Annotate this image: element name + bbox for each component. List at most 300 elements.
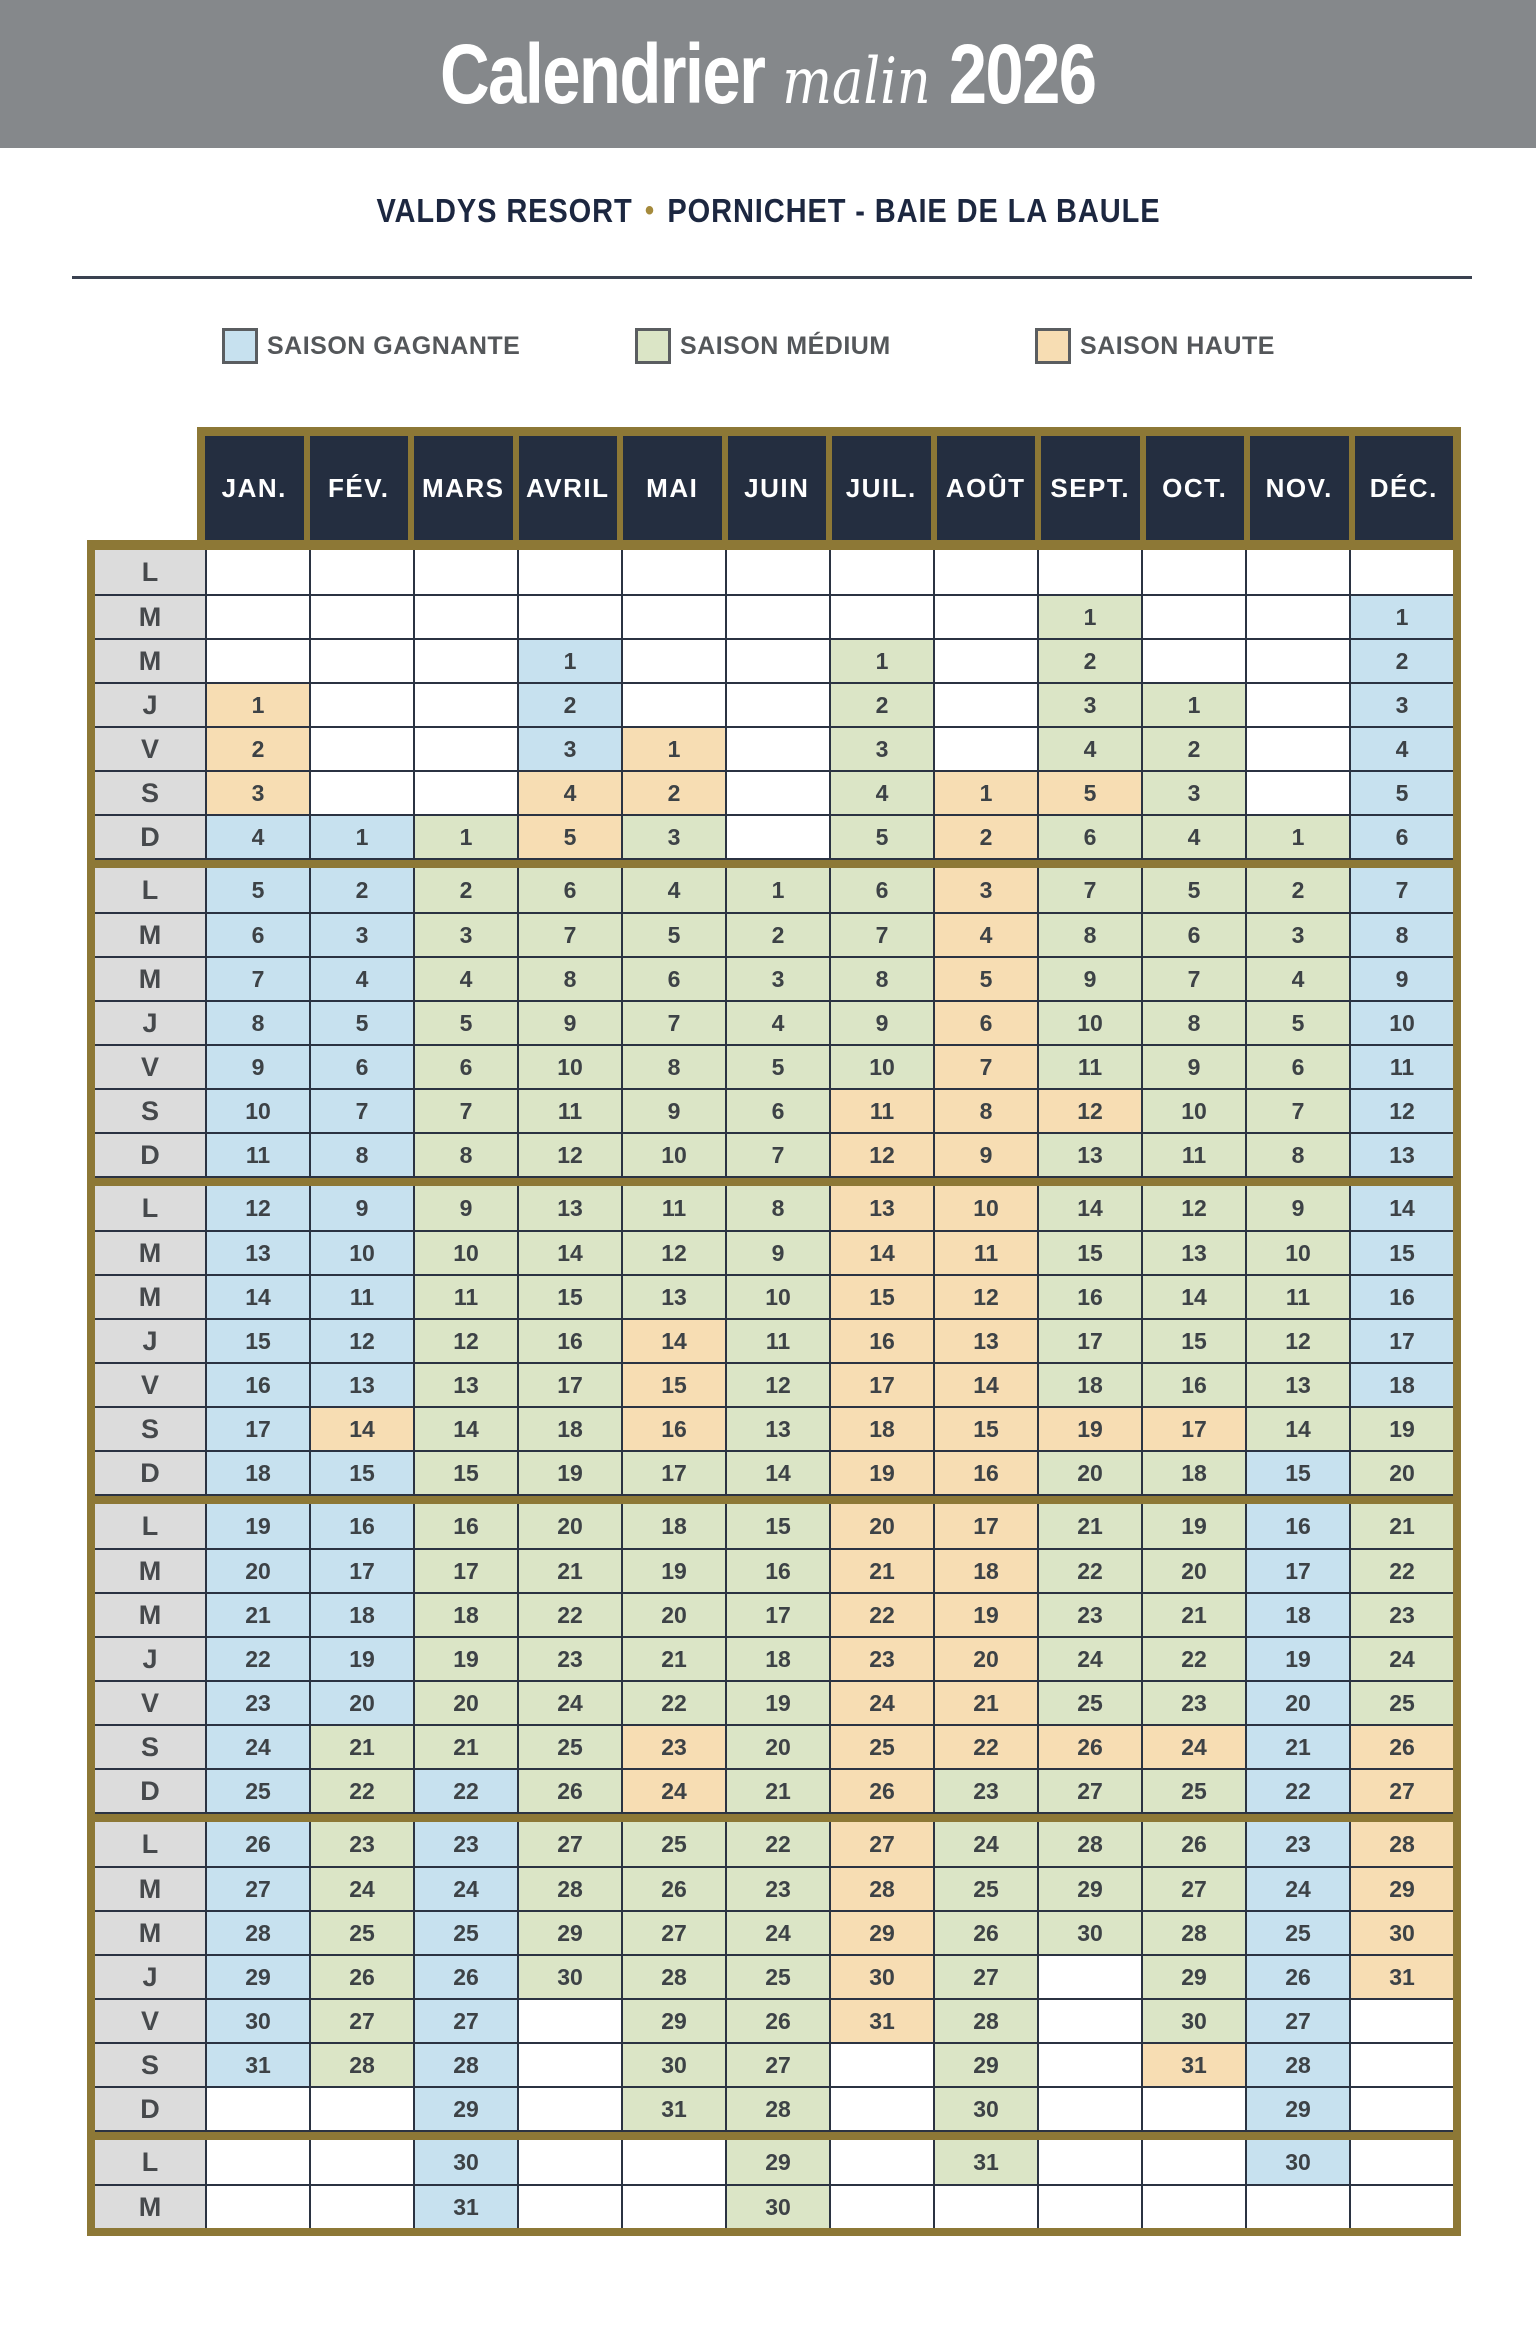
day-cell-MAI-21: 21 — [621, 1636, 725, 1680]
day-cell-FÉV-24: 24 — [309, 1866, 413, 1910]
day-cell-MAI-18: 18 — [621, 1504, 725, 1548]
month-header-JUIN: JUIN — [728, 436, 827, 540]
day-cell-NOV-26: 26 — [1245, 1954, 1349, 1998]
day-cell-AVRIL-15: 15 — [517, 1274, 621, 1318]
day-cell-JUIN-12: 12 — [725, 1362, 829, 1406]
day-cell-SEPT-21: 21 — [1037, 1504, 1141, 1548]
day-cell-DÉC-21: 21 — [1349, 1504, 1453, 1548]
empty-cell — [517, 2184, 621, 2228]
day-cell-NOV-21: 21 — [1245, 1724, 1349, 1768]
day-cell-MARS-29: 29 — [413, 2086, 517, 2130]
day-cell-AOÛT-8: 8 — [933, 1088, 1037, 1132]
day-cell-OCT-18: 18 — [1141, 1450, 1245, 1494]
dow-label: S — [95, 1088, 205, 1132]
calendar-table — [87, 427, 1461, 2236]
day-cell-SEPT-19: 19 — [1037, 1406, 1141, 1450]
day-cell-MARS-9: 9 — [413, 1186, 517, 1230]
day-cell-MARS-19: 19 — [413, 1636, 517, 1680]
legend-item-haute — [1035, 328, 1275, 364]
day-cell-MAI-28: 28 — [621, 1954, 725, 1998]
day-cell-MAI-20: 20 — [621, 1592, 725, 1636]
month-header-AOÛT: AOÛT — [937, 436, 1036, 540]
day-cell-OCT-9: 9 — [1141, 1044, 1245, 1088]
day-cell-NOV-7: 7 — [1245, 1088, 1349, 1132]
subtitle-resort: VALDYS RESORT — [376, 192, 633, 229]
divider-rule — [72, 276, 1472, 279]
day-cell-JUIN-25: 25 — [725, 1954, 829, 1998]
empty-cell — [933, 682, 1037, 726]
day-cell-JAN-24: 24 — [205, 1724, 309, 1768]
empty-cell — [621, 2140, 725, 2184]
day-cell-AVRIL-19: 19 — [517, 1450, 621, 1494]
day-cell-AVRIL-3: 3 — [517, 726, 621, 770]
day-cell-OCT-20: 20 — [1141, 1548, 1245, 1592]
day-cell-AOÛT-31: 31 — [933, 2140, 1037, 2184]
day-cell-AOÛT-5: 5 — [933, 956, 1037, 1000]
week-separator — [95, 858, 1453, 868]
empty-cell — [1037, 2042, 1141, 2086]
day-cell-MAI-8: 8 — [621, 1044, 725, 1088]
day-cell-AOÛT-17: 17 — [933, 1504, 1037, 1548]
day-cell-SEPT-14: 14 — [1037, 1186, 1141, 1230]
day-cell-AVRIL-18: 18 — [517, 1406, 621, 1450]
day-cell-JUIN-11: 11 — [725, 1318, 829, 1362]
day-cell-FÉV-26: 26 — [309, 1954, 413, 1998]
day-cell-JUIL-7: 7 — [829, 912, 933, 956]
day-cell-MARS-21: 21 — [413, 1724, 517, 1768]
day-cell-JUIN-20: 20 — [725, 1724, 829, 1768]
day-cell-JUIL-2: 2 — [829, 682, 933, 726]
day-cell-JUIN-27: 27 — [725, 2042, 829, 2086]
day-cell-SEPT-26: 26 — [1037, 1724, 1141, 1768]
empty-cell — [1349, 2042, 1453, 2086]
day-cell-SEPT-7: 7 — [1037, 868, 1141, 912]
empty-cell — [1141, 2184, 1245, 2228]
day-cell-DÉC-8: 8 — [1349, 912, 1453, 956]
day-cell-MAI-6: 6 — [621, 956, 725, 1000]
day-cell-SEPT-3: 3 — [1037, 682, 1141, 726]
day-cell-OCT-24: 24 — [1141, 1724, 1245, 1768]
day-cell-AOÛT-23: 23 — [933, 1768, 1037, 1812]
empty-cell — [725, 726, 829, 770]
day-cell-MAI-25: 25 — [621, 1822, 725, 1866]
dow-label: L — [95, 868, 205, 912]
dow-label: D — [95, 1450, 205, 1494]
dow-label: L — [95, 1822, 205, 1866]
day-cell-SEPT-20: 20 — [1037, 1450, 1141, 1494]
day-cell-MARS-25: 25 — [413, 1910, 517, 1954]
day-cell-FÉV-11: 11 — [309, 1274, 413, 1318]
day-cell-JUIN-18: 18 — [725, 1636, 829, 1680]
dow-label: S — [95, 1724, 205, 1768]
dow-label: V — [95, 1362, 205, 1406]
day-cell-NOV-11: 11 — [1245, 1274, 1349, 1318]
empty-cell — [309, 594, 413, 638]
day-cell-OCT-30: 30 — [1141, 1998, 1245, 2042]
day-cell-JUIL-24: 24 — [829, 1680, 933, 1724]
day-cell-SEPT-15: 15 — [1037, 1230, 1141, 1274]
day-cell-NOV-13: 13 — [1245, 1362, 1349, 1406]
day-cell-NOV-28: 28 — [1245, 2042, 1349, 2086]
month-header-DÉC.: DÉC. — [1355, 436, 1454, 540]
day-cell-JUIL-13: 13 — [829, 1186, 933, 1230]
empty-cell — [621, 2184, 725, 2228]
day-cell-JAN-10: 10 — [205, 1088, 309, 1132]
day-cell-JUIL-19: 19 — [829, 1450, 933, 1494]
day-cell-MARS-6: 6 — [413, 1044, 517, 1088]
day-cell-SEPT-12: 12 — [1037, 1088, 1141, 1132]
week-separator — [95, 2130, 1453, 2140]
day-cell-MARS-7: 7 — [413, 1088, 517, 1132]
day-cell-MAI-2: 2 — [621, 770, 725, 814]
day-cell-NOV-10: 10 — [1245, 1230, 1349, 1274]
page-title-year: 2026 — [949, 27, 1096, 121]
dow-label: M — [95, 594, 205, 638]
day-cell-MARS-24: 24 — [413, 1866, 517, 1910]
day-cell-JUIL-6: 6 — [829, 868, 933, 912]
calendar-grid — [87, 540, 1461, 2236]
dow-label: M — [95, 1274, 205, 1318]
day-cell-OCT-25: 25 — [1141, 1768, 1245, 1812]
day-cell-AVRIL-7: 7 — [517, 912, 621, 956]
empty-cell — [621, 682, 725, 726]
empty-cell — [725, 814, 829, 858]
empty-cell — [1245, 726, 1349, 770]
day-cell-NOV-5: 5 — [1245, 1000, 1349, 1044]
page-title — [440, 27, 1096, 121]
day-cell-FÉV-2: 2 — [309, 868, 413, 912]
empty-cell — [205, 2086, 309, 2130]
day-cell-JUIL-30: 30 — [829, 1954, 933, 1998]
day-cell-AVRIL-26: 26 — [517, 1768, 621, 1812]
day-cell-AVRIL-1: 1 — [517, 638, 621, 682]
empty-cell — [1141, 550, 1245, 594]
empty-cell — [725, 638, 829, 682]
empty-cell — [309, 682, 413, 726]
day-cell-SEPT-30: 30 — [1037, 1910, 1141, 1954]
day-cell-JAN-12: 12 — [205, 1186, 309, 1230]
day-cell-MAI-31: 31 — [621, 2086, 725, 2130]
day-cell-MARS-5: 5 — [413, 1000, 517, 1044]
day-cell-OCT-7: 7 — [1141, 956, 1245, 1000]
day-cell-MARS-23: 23 — [413, 1822, 517, 1866]
day-cell-JUIN-26: 26 — [725, 1998, 829, 2042]
day-cell-OCT-22: 22 — [1141, 1636, 1245, 1680]
day-cell-JAN-2: 2 — [205, 726, 309, 770]
day-cell-DÉC-30: 30 — [1349, 1910, 1453, 1954]
day-cell-MAI-22: 22 — [621, 1680, 725, 1724]
day-cell-JAN-7: 7 — [205, 956, 309, 1000]
empty-cell — [517, 594, 621, 638]
day-cell-NOV-14: 14 — [1245, 1406, 1349, 1450]
day-cell-AOÛT-19: 19 — [933, 1592, 1037, 1636]
day-cell-MARS-22: 22 — [413, 1768, 517, 1812]
legend-item-gagnante — [222, 328, 520, 364]
day-cell-FÉV-7: 7 — [309, 1088, 413, 1132]
day-cell-FÉV-25: 25 — [309, 1910, 413, 1954]
empty-cell — [621, 550, 725, 594]
day-cell-SEPT-9: 9 — [1037, 956, 1141, 1000]
day-cell-MARS-20: 20 — [413, 1680, 517, 1724]
day-cell-FÉV-19: 19 — [309, 1636, 413, 1680]
day-cell-FÉV-3: 3 — [309, 912, 413, 956]
day-cell-AOÛT-24: 24 — [933, 1822, 1037, 1866]
day-cell-FÉV-21: 21 — [309, 1724, 413, 1768]
day-cell-AVRIL-29: 29 — [517, 1910, 621, 1954]
day-cell-NOV-15: 15 — [1245, 1450, 1349, 1494]
day-cell-AOÛT-22: 22 — [933, 1724, 1037, 1768]
day-cell-JUIL-12: 12 — [829, 1132, 933, 1176]
day-cell-JUIN-6: 6 — [725, 1088, 829, 1132]
day-cell-JUIL-23: 23 — [829, 1636, 933, 1680]
legend-label: SAISON MÉDIUM — [680, 331, 891, 360]
day-cell-AOÛT-25: 25 — [933, 1866, 1037, 1910]
dow-label: M — [95, 638, 205, 682]
day-cell-AVRIL-14: 14 — [517, 1230, 621, 1274]
day-cell-NOV-19: 19 — [1245, 1636, 1349, 1680]
day-cell-AOÛT-20: 20 — [933, 1636, 1037, 1680]
day-cell-OCT-10: 10 — [1141, 1088, 1245, 1132]
day-cell-AOÛT-10: 10 — [933, 1186, 1037, 1230]
dow-label: V — [95, 1680, 205, 1724]
day-cell-FÉV-23: 23 — [309, 1822, 413, 1866]
dow-label: D — [95, 814, 205, 858]
dow-label: J — [95, 1636, 205, 1680]
day-cell-AVRIL-8: 8 — [517, 956, 621, 1000]
day-cell-OCT-27: 27 — [1141, 1866, 1245, 1910]
day-cell-AVRIL-25: 25 — [517, 1724, 621, 1768]
empty-cell — [205, 550, 309, 594]
dow-label: J — [95, 1318, 205, 1362]
day-cell-AOÛT-1: 1 — [933, 770, 1037, 814]
day-cell-OCT-31: 31 — [1141, 2042, 1245, 2086]
week-separator — [95, 1494, 1453, 1504]
day-cell-JUIL-14: 14 — [829, 1230, 933, 1274]
day-cell-SEPT-4: 4 — [1037, 726, 1141, 770]
day-cell-NOV-16: 16 — [1245, 1504, 1349, 1548]
empty-cell — [621, 594, 725, 638]
empty-cell — [829, 594, 933, 638]
empty-cell — [933, 2184, 1037, 2228]
day-cell-JUIL-26: 26 — [829, 1768, 933, 1812]
day-cell-AOÛT-2: 2 — [933, 814, 1037, 858]
day-cell-JUIN-3: 3 — [725, 956, 829, 1000]
page-title-main: Calendrier — [440, 27, 765, 121]
day-cell-JUIL-31: 31 — [829, 1998, 933, 2042]
day-cell-AVRIL-28: 28 — [517, 1866, 621, 1910]
day-cell-AOÛT-14: 14 — [933, 1362, 1037, 1406]
day-cell-MARS-28: 28 — [413, 2042, 517, 2086]
day-cell-AOÛT-3: 3 — [933, 868, 1037, 912]
day-cell-AOÛT-12: 12 — [933, 1274, 1037, 1318]
day-cell-JAN-20: 20 — [205, 1548, 309, 1592]
day-cell-AVRIL-10: 10 — [517, 1044, 621, 1088]
empty-cell — [1245, 550, 1349, 594]
empty-cell — [1245, 594, 1349, 638]
day-cell-JUIN-4: 4 — [725, 1000, 829, 1044]
day-cell-MARS-3: 3 — [413, 912, 517, 956]
day-cell-AOÛT-13: 13 — [933, 1318, 1037, 1362]
day-cell-OCT-1: 1 — [1141, 682, 1245, 726]
day-cell-AVRIL-2: 2 — [517, 682, 621, 726]
day-cell-JUIN-7: 7 — [725, 1132, 829, 1176]
day-cell-SEPT-27: 27 — [1037, 1768, 1141, 1812]
day-cell-JUIL-5: 5 — [829, 814, 933, 858]
month-header-OCT.: OCT. — [1146, 436, 1245, 540]
empty-cell — [933, 594, 1037, 638]
day-cell-JUIL-17: 17 — [829, 1362, 933, 1406]
day-cell-NOV-22: 22 — [1245, 1768, 1349, 1812]
dow-label: J — [95, 682, 205, 726]
day-cell-MARS-31: 31 — [413, 2184, 517, 2228]
day-cell-JUIN-13: 13 — [725, 1406, 829, 1450]
empty-cell — [413, 638, 517, 682]
day-cell-AOÛT-7: 7 — [933, 1044, 1037, 1088]
day-cell-AOÛT-28: 28 — [933, 1998, 1037, 2042]
empty-cell — [413, 682, 517, 726]
day-cell-OCT-19: 19 — [1141, 1504, 1245, 1548]
day-cell-JUIN-23: 23 — [725, 1866, 829, 1910]
day-cell-JUIN-22: 22 — [725, 1822, 829, 1866]
dow-label: J — [95, 1954, 205, 1998]
empty-cell — [1245, 682, 1349, 726]
empty-cell — [725, 770, 829, 814]
empty-cell — [205, 2184, 309, 2228]
empty-cell — [1245, 638, 1349, 682]
day-cell-NOV-18: 18 — [1245, 1592, 1349, 1636]
day-cell-SEPT-2: 2 — [1037, 638, 1141, 682]
day-cell-MAI-12: 12 — [621, 1230, 725, 1274]
dow-label: L — [95, 550, 205, 594]
day-cell-OCT-2: 2 — [1141, 726, 1245, 770]
day-cell-DÉC-15: 15 — [1349, 1230, 1453, 1274]
day-cell-AVRIL-20: 20 — [517, 1504, 621, 1548]
dow-label: L — [95, 2140, 205, 2184]
dow-label: M — [95, 2184, 205, 2228]
day-cell-JUIN-9: 9 — [725, 1230, 829, 1274]
day-cell-AOÛT-16: 16 — [933, 1450, 1037, 1494]
day-cell-MARS-2: 2 — [413, 868, 517, 912]
dow-label: S — [95, 2042, 205, 2086]
day-cell-MAI-4: 4 — [621, 868, 725, 912]
dow-label: V — [95, 1044, 205, 1088]
empty-cell — [1245, 2184, 1349, 2228]
month-header-FÉV.: FÉV. — [310, 436, 409, 540]
legend-item-medium — [635, 328, 891, 364]
day-cell-SEPT-6: 6 — [1037, 814, 1141, 858]
dow-label: D — [95, 1768, 205, 1812]
day-cell-OCT-8: 8 — [1141, 1000, 1245, 1044]
day-cell-JUIL-16: 16 — [829, 1318, 933, 1362]
day-cell-OCT-5: 5 — [1141, 868, 1245, 912]
day-cell-DÉC-6: 6 — [1349, 814, 1453, 858]
day-cell-MARS-17: 17 — [413, 1548, 517, 1592]
empty-cell — [1037, 1998, 1141, 2042]
day-cell-AOÛT-29: 29 — [933, 2042, 1037, 2086]
day-cell-MARS-15: 15 — [413, 1450, 517, 1494]
day-cell-NOV-25: 25 — [1245, 1910, 1349, 1954]
day-cell-MAI-26: 26 — [621, 1866, 725, 1910]
day-cell-OCT-12: 12 — [1141, 1186, 1245, 1230]
day-cell-DÉC-20: 20 — [1349, 1450, 1453, 1494]
day-cell-DÉC-25: 25 — [1349, 1680, 1453, 1724]
empty-cell — [517, 2140, 621, 2184]
day-cell-MAI-1: 1 — [621, 726, 725, 770]
day-cell-FÉV-4: 4 — [309, 956, 413, 1000]
empty-cell — [205, 594, 309, 638]
day-cell-NOV-23: 23 — [1245, 1822, 1349, 1866]
day-cell-AVRIL-6: 6 — [517, 868, 621, 912]
day-cell-FÉV-16: 16 — [309, 1504, 413, 1548]
day-cell-AVRIL-27: 27 — [517, 1822, 621, 1866]
day-cell-JAN-25: 25 — [205, 1768, 309, 1812]
day-cell-AOÛT-27: 27 — [933, 1954, 1037, 1998]
empty-cell — [309, 638, 413, 682]
day-cell-JUIL-3: 3 — [829, 726, 933, 770]
empty-cell — [829, 2042, 933, 2086]
day-cell-OCT-11: 11 — [1141, 1132, 1245, 1176]
day-cell-OCT-13: 13 — [1141, 1230, 1245, 1274]
day-cell-MAI-14: 14 — [621, 1318, 725, 1362]
empty-cell — [621, 638, 725, 682]
day-cell-SEPT-11: 11 — [1037, 1044, 1141, 1088]
day-cell-JAN-4: 4 — [205, 814, 309, 858]
empty-cell — [309, 2184, 413, 2228]
day-cell-AVRIL-16: 16 — [517, 1318, 621, 1362]
day-cell-JUIN-17: 17 — [725, 1592, 829, 1636]
day-cell-OCT-23: 23 — [1141, 1680, 1245, 1724]
day-cell-JUIN-19: 19 — [725, 1680, 829, 1724]
day-cell-NOV-12: 12 — [1245, 1318, 1349, 1362]
day-cell-DÉC-22: 22 — [1349, 1548, 1453, 1592]
day-cell-MAI-29: 29 — [621, 1998, 725, 2042]
empty-cell — [309, 2086, 413, 2130]
empty-cell — [725, 682, 829, 726]
day-cell-SEPT-25: 25 — [1037, 1680, 1141, 1724]
day-cell-AVRIL-9: 9 — [517, 1000, 621, 1044]
dow-label: V — [95, 726, 205, 770]
day-cell-AVRIL-23: 23 — [517, 1636, 621, 1680]
legend-label: SAISON GAGNANTE — [267, 331, 521, 360]
day-cell-NOV-4: 4 — [1245, 956, 1349, 1000]
day-cell-AOÛT-30: 30 — [933, 2086, 1037, 2130]
months-band — [197, 427, 1461, 540]
day-cell-DÉC-27: 27 — [1349, 1768, 1453, 1812]
day-cell-NOV-2: 2 — [1245, 868, 1349, 912]
empty-cell — [933, 726, 1037, 770]
dow-label: L — [95, 1504, 205, 1548]
empty-cell — [1037, 550, 1141, 594]
day-cell-JAN-18: 18 — [205, 1450, 309, 1494]
day-cell-JUIN-15: 15 — [725, 1504, 829, 1548]
day-cell-FÉV-15: 15 — [309, 1450, 413, 1494]
day-cell-JAN-23: 23 — [205, 1680, 309, 1724]
day-cell-DÉC-16: 16 — [1349, 1274, 1453, 1318]
day-cell-JUIL-29: 29 — [829, 1910, 933, 1954]
empty-cell — [309, 2140, 413, 2184]
day-cell-JUIN-24: 24 — [725, 1910, 829, 1954]
day-cell-DÉC-4: 4 — [1349, 726, 1453, 770]
day-cell-JAN-16: 16 — [205, 1362, 309, 1406]
day-cell-JAN-8: 8 — [205, 1000, 309, 1044]
day-cell-FÉV-9: 9 — [309, 1186, 413, 1230]
day-cell-JUIL-25: 25 — [829, 1724, 933, 1768]
day-cell-SEPT-13: 13 — [1037, 1132, 1141, 1176]
day-cell-FÉV-1: 1 — [309, 814, 413, 858]
empty-cell — [1141, 2086, 1245, 2130]
day-cell-MARS-13: 13 — [413, 1362, 517, 1406]
subtitle — [0, 192, 1536, 230]
